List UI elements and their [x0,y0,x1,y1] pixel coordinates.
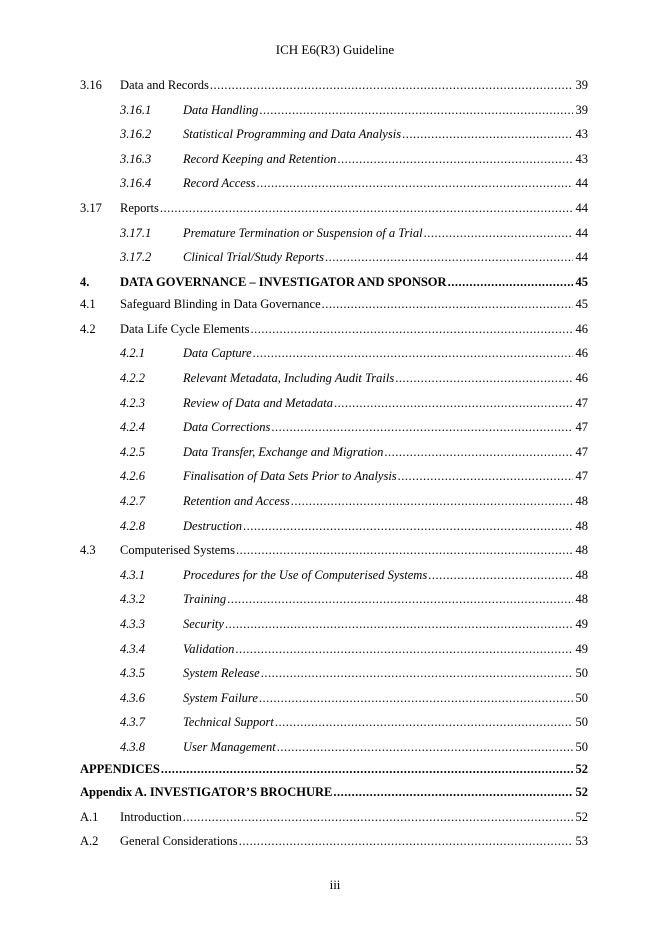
toc-entry-number: 4.2.3 [120,395,145,410]
toc-entry-number: 3.17.1 [120,225,152,240]
toc-entry-number: 4. [80,274,90,289]
dot-leader [183,810,573,825]
dot-leader [250,322,573,337]
toc-entry[interactable] [80,543,588,568]
toc-entry-page: 44 [575,200,588,215]
toc-entry-number: 4.2.6 [120,469,145,484]
toc-entry-page: 48 [575,518,588,533]
toc-entry-title: Validation [183,641,235,656]
dot-leader [253,346,573,361]
toc-entry-number: 3.16 [80,78,102,92]
toc-entry-page: 44 [575,250,588,265]
dot-leader [291,494,573,509]
toc-entry-title: Data Capture [183,346,252,361]
toc-entry[interactable] [80,785,588,810]
dot-leader [334,396,573,411]
toc-entry-title: Appendix A. INVESTIGATOR’S BROCHURE [80,784,333,799]
toc-entry[interactable] [80,322,588,347]
toc-entry-title: Data Life Cycle Elements [120,321,250,336]
toc-entry-number: A.2 [80,834,99,849]
toc-entry-page: 45 [575,274,588,289]
toc-entry-number: 4.2.4 [120,420,145,435]
toc-entry[interactable] [80,127,588,152]
toc-entry-title: Data Handling [183,102,259,117]
toc-entry[interactable] [80,617,588,642]
toc-entry-number: 4.1 [80,297,96,312]
toc-entry[interactable] [80,201,588,226]
dot-leader [277,740,573,755]
toc-entry-number: 4.2.5 [120,444,145,459]
toc-entry-number: 4.3.7 [120,715,145,730]
toc-entry-title: General Considerations [120,834,238,849]
dot-leader [424,226,573,241]
toc-entry-title: Finalisation of Data Sets Prior to Analysis [183,469,397,484]
toc-entry-page: 50 [575,666,588,681]
toc-entry-page: 48 [575,592,588,607]
page-header: ICH E6(R3) Guideline [275,42,395,57]
toc-entry-title: Computerised Systems [120,543,235,558]
toc-entry-title: Retention and Access [183,494,290,508]
toc-entry-number: 4.2.1 [120,346,145,361]
toc-entry-page: 44 [575,176,588,191]
toc-entry-number: 3.16.3 [120,151,152,166]
toc-entry[interactable] [80,494,588,519]
toc-entry-title: Data and Records [120,78,209,92]
toc-entry[interactable] [80,78,588,103]
toc-entry-title: Procedures for the Use of Computerised Systems [183,567,428,582]
toc-entry-title: Statistical Programming and Data Analysis [183,127,402,142]
toc-entry-page: 52 [575,809,588,824]
toc-entry-number: 4.3.3 [120,616,145,631]
toc-entry-number: 4.2 [80,321,96,336]
toc-entry-title: Safeguard Blinding in Data Governance [120,297,321,312]
toc-entry-title: APPENDICES [80,762,160,777]
dot-leader [402,127,573,142]
toc-entry-number: 4.3.5 [120,666,145,681]
toc-entry-title: Destruction [183,518,243,533]
toc-entry[interactable] [80,445,588,470]
dot-leader [322,297,573,312]
dot-leader [448,275,573,290]
dot-leader [261,666,573,681]
toc-entry-title: Clinical Trial/Study Reports [183,250,324,265]
toc-entry[interactable] [80,810,588,835]
toc-entry-page: 52 [575,762,588,777]
toc-entry[interactable] [80,642,588,667]
toc-entry-page: 47 [575,469,588,484]
toc-entry-page: 45 [575,297,588,312]
toc-entry[interactable] [80,176,588,201]
toc-entry[interactable] [80,250,588,275]
dot-leader [225,617,573,632]
toc-entry-number: 4.2.2 [120,371,145,386]
toc-entry-number: 3.16.4 [120,176,152,191]
toc-entry-title: System Failure [183,690,258,705]
toc-entry-title: Data Corrections [183,420,271,435]
toc-entry-page: 43 [575,151,588,166]
dot-leader [275,715,573,730]
toc-entry-number: 4.3.2 [120,592,145,607]
toc-entry-title: System Release [183,666,260,681]
toc-entry-title: DATA GOVERNANCE – INVESTIGATOR AND SPONSOR [120,274,447,289]
toc-entry-number: 4.3.1 [120,567,145,582]
dot-leader [210,78,573,93]
toc-entry-page: 50 [575,715,588,730]
toc-entry-page: 46 [575,321,588,336]
toc-entry-page: 48 [575,567,588,582]
dot-leader [257,176,573,191]
toc-entry-page: 47 [575,444,588,459]
toc-entry[interactable] [80,275,588,298]
toc-entry-title: Record Access [183,176,256,191]
toc-entry[interactable] [80,666,588,691]
toc-entry[interactable] [80,834,588,859]
dot-leader [259,103,573,118]
toc-entry[interactable] [80,592,588,617]
toc-entry-page: 52 [575,784,588,799]
toc-entry-title: Technical Support [183,715,274,730]
toc-entry-title: Introduction [120,809,182,824]
toc-entry[interactable] [80,691,588,716]
toc-entry-page: 39 [575,78,588,92]
toc-entry[interactable] [80,152,588,177]
toc-entry[interactable] [80,297,588,322]
toc-entry-page: 39 [575,102,588,117]
toc-entry-page: 47 [575,420,588,435]
dot-leader [398,469,573,484]
toc-entry-number: 4.3.8 [120,739,145,754]
toc-entry-number: 3.16.1 [120,102,152,117]
toc-entry[interactable] [80,762,588,785]
toc-entry-page: 50 [575,739,588,754]
toc-entry-title: Data Transfer, Exchange and Migration [183,444,384,459]
dot-leader [395,371,573,386]
dot-leader [243,519,573,534]
toc-entry-page: 53 [575,834,588,849]
toc-entry-title: Premature Termination or Suspension of a Trial [183,225,423,240]
toc-entry-number: A.1 [80,809,99,824]
toc-entry-number: 4.2.8 [120,518,145,533]
toc-entry-page: 43 [575,127,588,142]
table-of-contents [80,78,588,859]
toc-entry-number: 3.17.2 [120,250,152,265]
toc-entry-page: 48 [575,543,588,558]
toc-entry[interactable] [80,396,588,421]
toc-entry-number: 4.3.4 [120,641,145,656]
toc-entry-page: 49 [575,641,588,656]
dot-leader [161,762,573,777]
dot-leader [160,201,573,216]
toc-entry[interactable] [80,226,588,251]
dot-leader [271,420,573,435]
dot-leader [428,568,573,583]
toc-entry[interactable] [80,519,588,544]
toc-entry-title: Relevant Metadata, Including Audit Trails [183,371,395,386]
toc-entry-page: 50 [575,690,588,705]
toc-entry-page: 49 [575,616,588,631]
toc-entry-number: 3.16.2 [120,127,152,142]
toc-entry[interactable] [80,420,588,445]
toc-entry[interactable] [80,715,588,740]
toc-entry-number: 4.3.6 [120,690,145,705]
toc-entry-page: 46 [575,346,588,361]
toc-entry[interactable] [80,568,588,593]
page-number: iii [329,877,341,892]
dot-leader [337,152,573,167]
dot-leader [239,834,573,849]
dot-leader [259,691,573,706]
toc-entry-title: Training [183,592,227,607]
toc-entry[interactable] [80,469,588,494]
dot-leader [333,785,573,800]
toc-entry[interactable] [80,103,588,128]
toc-entry-page: 46 [575,371,588,386]
toc-entry-title: Reports [120,200,159,215]
dot-leader [235,642,573,657]
toc-entry-page: 48 [575,494,588,508]
toc-entry-number: 4.3 [80,543,96,558]
toc-entry-page: 44 [575,225,588,240]
dot-leader [384,445,573,460]
toc-entry[interactable] [80,371,588,396]
toc-entry-title: Record Keeping and Retention [183,151,337,166]
toc-entry-title: User Management [183,739,276,754]
toc-entry-title: Review of Data and Metadata [183,395,333,410]
dot-leader [227,592,573,607]
toc-entry-page: 47 [575,395,588,410]
toc-entry[interactable] [80,346,588,371]
toc-entry[interactable] [80,740,588,763]
dot-leader [325,250,573,265]
toc-entry-number: 4.2.7 [120,494,145,508]
toc-entry-number: 3.17 [80,200,102,215]
dot-leader [236,543,573,558]
toc-entry-title: Security [183,616,224,631]
